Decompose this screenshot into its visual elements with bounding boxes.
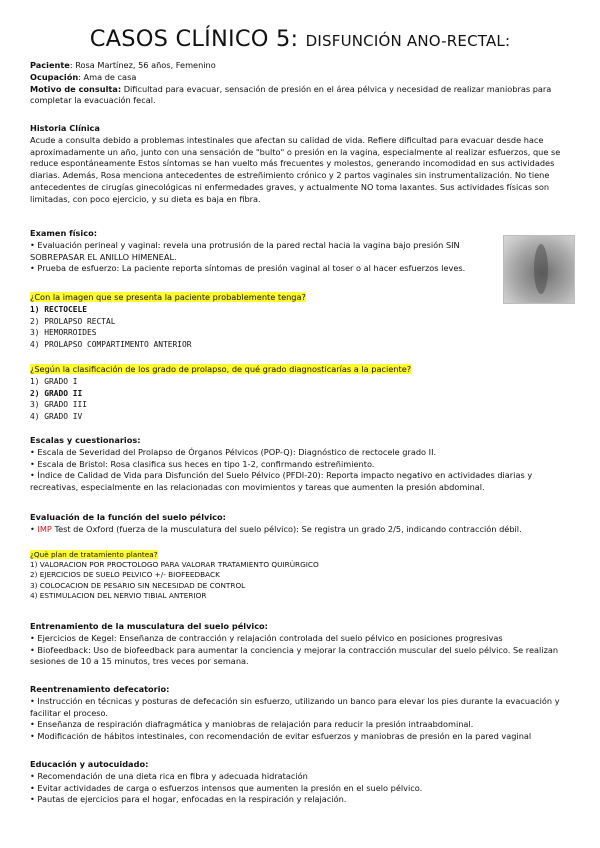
question-1 [30, 292, 575, 351]
pelvic-heading: Evaluación de la función del suelo pélvico: [30, 512, 226, 522]
patient-info [30, 60, 575, 107]
q3-option: 1) VALORACION POR PROCTOLOGO PARA VALORAR TRATAMIENTO QUIRÙRGICO [30, 560, 319, 570]
exam-section [30, 228, 498, 263]
question-2 [30, 364, 575, 423]
education-heading: Educación y autocuidado: [30, 759, 149, 769]
q1-option: 4) PROLAPSO COMPARTIMENTO ANTERIOR [30, 340, 192, 350]
defecatory-item: • Instrucción en técnicas y posturas de defecación sin esfuerzo, utilizando un banco para elevar los pies durante la evacuación y facilitar el proceso. [30, 695, 560, 718]
occupation-label: Ocupación [30, 71, 79, 82]
q2-option: 4) GRADO IV [30, 412, 83, 422]
q2-option: 3) GRADO III [30, 400, 88, 410]
reason-value: Dificultad para evacuar, sensación de presión en el área pélvica y necesidad de realizar maniobras para completar la evacuación fecal. [30, 83, 552, 106]
reason-label: Motivo de consulta: [30, 83, 122, 94]
title-sub: DISFUNCIÓN ANO-RECTAL: [305, 32, 511, 50]
training-heading: Entrenamiento de la musculatura del suelo pélvico: [30, 621, 268, 631]
scales-item: • Índice de Calidad de Vida para Disfunción del Suelo Pélvico (PFDI-20): Reporta impacto negativo en actividades diarias y recreativas, especialmente en las relacionadas con movimientos y tareas que aumenten la presión abdominal. [30, 470, 533, 493]
question-2-text: ¿Según la clasificación de los grado de prolapso, de qué grado diagnosticarías a la paciente? [30, 364, 412, 374]
question-3-text: ¿Què plan de tratamiento plantea? [30, 550, 158, 559]
pelvic-section [30, 512, 575, 536]
pelvic-bullet: • [30, 523, 38, 534]
title-main: CASOS CLÍNICO 5: [89, 26, 299, 52]
patient-value: : Rosa Martínez, 56 años, Femenino [69, 60, 216, 70]
history-section [30, 123, 575, 206]
education-item: • Pautas de ejercicios para el hogar, enfocadas en la respiración y relajación. [30, 794, 347, 805]
scales-section [30, 435, 575, 494]
q3-option: 2) EJERCICIOS DE SUELO PELVICO +/- BIOFEEDBACK [30, 570, 220, 580]
q3-option: 4) ESTIMULACION DEL NERVIO TIBIAL ANTERIOR [30, 590, 207, 600]
history-heading: Historia Clínica [30, 123, 100, 133]
occupation-value: : Ama de casa [78, 71, 137, 82]
education-section [30, 759, 575, 806]
exam-item: • Prueba de esfuerzo: La paciente reporta síntomas de presión vaginal al toser o al hacer esfuerzos leves. [30, 263, 466, 273]
q2-option: 2) GRADO II [30, 388, 83, 398]
page-title [0, 26, 600, 52]
q1-option: 3) HEMORROIDES [30, 328, 97, 338]
question-3 [30, 550, 575, 601]
training-section [30, 621, 575, 668]
defecatory-heading: Reentrenamiento defecatorio: [30, 684, 170, 694]
exam-item: • Evaluación perineal y vaginal: revela una protrusión de la pared rectal hacia la vagina bajo presión SIN SOBREPASAR EL ANILLO HIMENEAL. [30, 239, 460, 262]
scales-heading: Escalas y cuestionarios: [30, 435, 141, 445]
education-item: • Recomendación de una dieta rica en fibra y adecuada hidratación [30, 770, 308, 781]
training-item: • Biofeedback: Uso de biofeedback para aumentar la conciencia y mejorar la contracción muscular del suelo pélvico. Se realizan sesiones de 10 a 15 minutos, tres veces por semana. [30, 644, 559, 667]
scales-item: • Escala de Severidad del Prolapso de Órganos Pélvicos (POP-Q): Diagnóstico de rectocele grado II. [30, 446, 437, 457]
exam-heading: Examen físico: [30, 228, 97, 238]
q1-option: 1) RECTOCELE [30, 304, 88, 314]
defecatory-section [30, 684, 575, 743]
training-item: • Ejercicios de Kegel: Enseñanza de contracción y relajación controlada del suelo pélvico en posiciones progresivas [30, 632, 503, 643]
q1-option: 2) PROLAPSO RECTAL [30, 316, 116, 326]
scales-item: • Escala de Bristol: Rosa clasifica sus heces en tipo 1-2, confirmando estreñimiento. [30, 458, 375, 469]
education-item: • Evitar actividades de carga o esfuerzos intensos que aumenten la presión en el suelo pélvico. [30, 782, 423, 793]
imp-tag: IMP [37, 523, 52, 534]
defecatory-item: • Enseñanza de respiración diafragmática y maniobras de relajación para reducir la presión intraabdominal. [30, 719, 474, 730]
pelvic-text: Test de Oxford (fuerza de la musculatura del suelo pélvico): Se registra un grado 2/5, indicando contracción débil. [51, 523, 522, 534]
q2-option: 1) GRADO I [30, 376, 78, 386]
question-1-text: ¿Con la imagen que se presenta la paciente probablemente tenga? [30, 292, 306, 302]
q3-option: 3) COLOCACION DE PESARIO SIN NECESIDAD DE CONTROL [30, 580, 246, 590]
exam-section-2 [30, 263, 575, 275]
defecatory-item: • Modificación de hábitos intestinales, con recomendación de evitar esfuerzos y maniobras de presión en la pared vaginal [30, 731, 532, 742]
history-text: Acude a consulta debido a problemas intestinales que afectan su calidad de vida. Refiere dificultad para evacuar desde hace aproximadamente un año, junto con una sensación de "bulto" o presión en la vagina, especialmente al realizar esfuerzos, que se reduce espontáneamente Estos síntomas se han vuelto más frecuentes y molestos, generando incomodidad en sus actividades diarias. Además, Rosa menciona antecedentes de estreñimiento crónico y 2 partos vaginales sin instrumentalización. No tiene antecedentes de cirugías ginecológicas ni enfermedades graves, y actualmente NO toma laxantes. Sus actividades físicas son limitadas, con poco ejercicio, y su dieta es baja en fibra. [30, 134, 561, 204]
patient-label: Paciente [30, 60, 70, 70]
